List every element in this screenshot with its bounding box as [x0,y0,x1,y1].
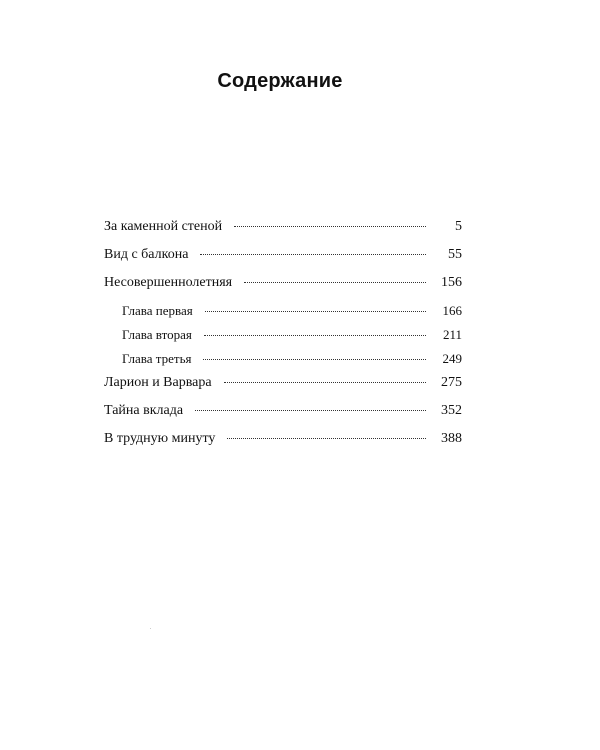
toc-entry-page-number: 55 [448,247,462,262]
toc-subentry-page-number: 211 [442,327,462,342]
toc-entry [104,275,462,303]
toc-entry-page-number: 156 [441,275,462,290]
dot-leader [205,311,426,312]
toc-entry [104,219,462,247]
toc-entry-title: Несовершеннолетняя [104,275,233,290]
toc-entry-title: За каменной стеной [104,219,223,234]
toc-entry-title: Ларион и Варвара [104,375,212,390]
toc-subentry-title: Глава первая [122,303,193,318]
toc-subentry-page-number: 166 [442,303,462,318]
page-title: Содержание [217,70,343,92]
toc-subentry [104,327,462,351]
toc-entry-title: В трудную минуту [104,431,216,446]
dot-leader [195,410,426,411]
toc-subentry-title: Глава вторая [122,327,192,342]
toc-entry-page-number: 5 [455,219,462,234]
dot-leader [203,359,426,360]
toc-entry-title: Вид с балкона [104,247,189,262]
dot-leader [200,254,426,255]
dot-leader [234,226,426,227]
toc-entry [104,403,462,431]
toc-subentry-page-number: 249 [442,351,462,366]
toc-entry-page-number: 275 [441,375,462,390]
dot-leader [227,438,426,439]
table-of-contents [104,219,462,459]
dot-leader [244,282,426,283]
toc-entry-title: Тайна вклада [104,403,184,418]
toc-entry [104,431,462,459]
toc-subentry [104,351,462,375]
toc-entry [104,375,462,403]
toc-subentry [104,303,462,327]
paper-speck [150,628,151,629]
toc-subentry-title: Глава третья [122,351,192,366]
dot-leader [224,382,426,383]
dot-leader [204,335,426,336]
toc-entry-page-number: 352 [441,403,462,418]
toc-entry [104,247,462,275]
toc-entry-page-number: 388 [441,431,462,446]
